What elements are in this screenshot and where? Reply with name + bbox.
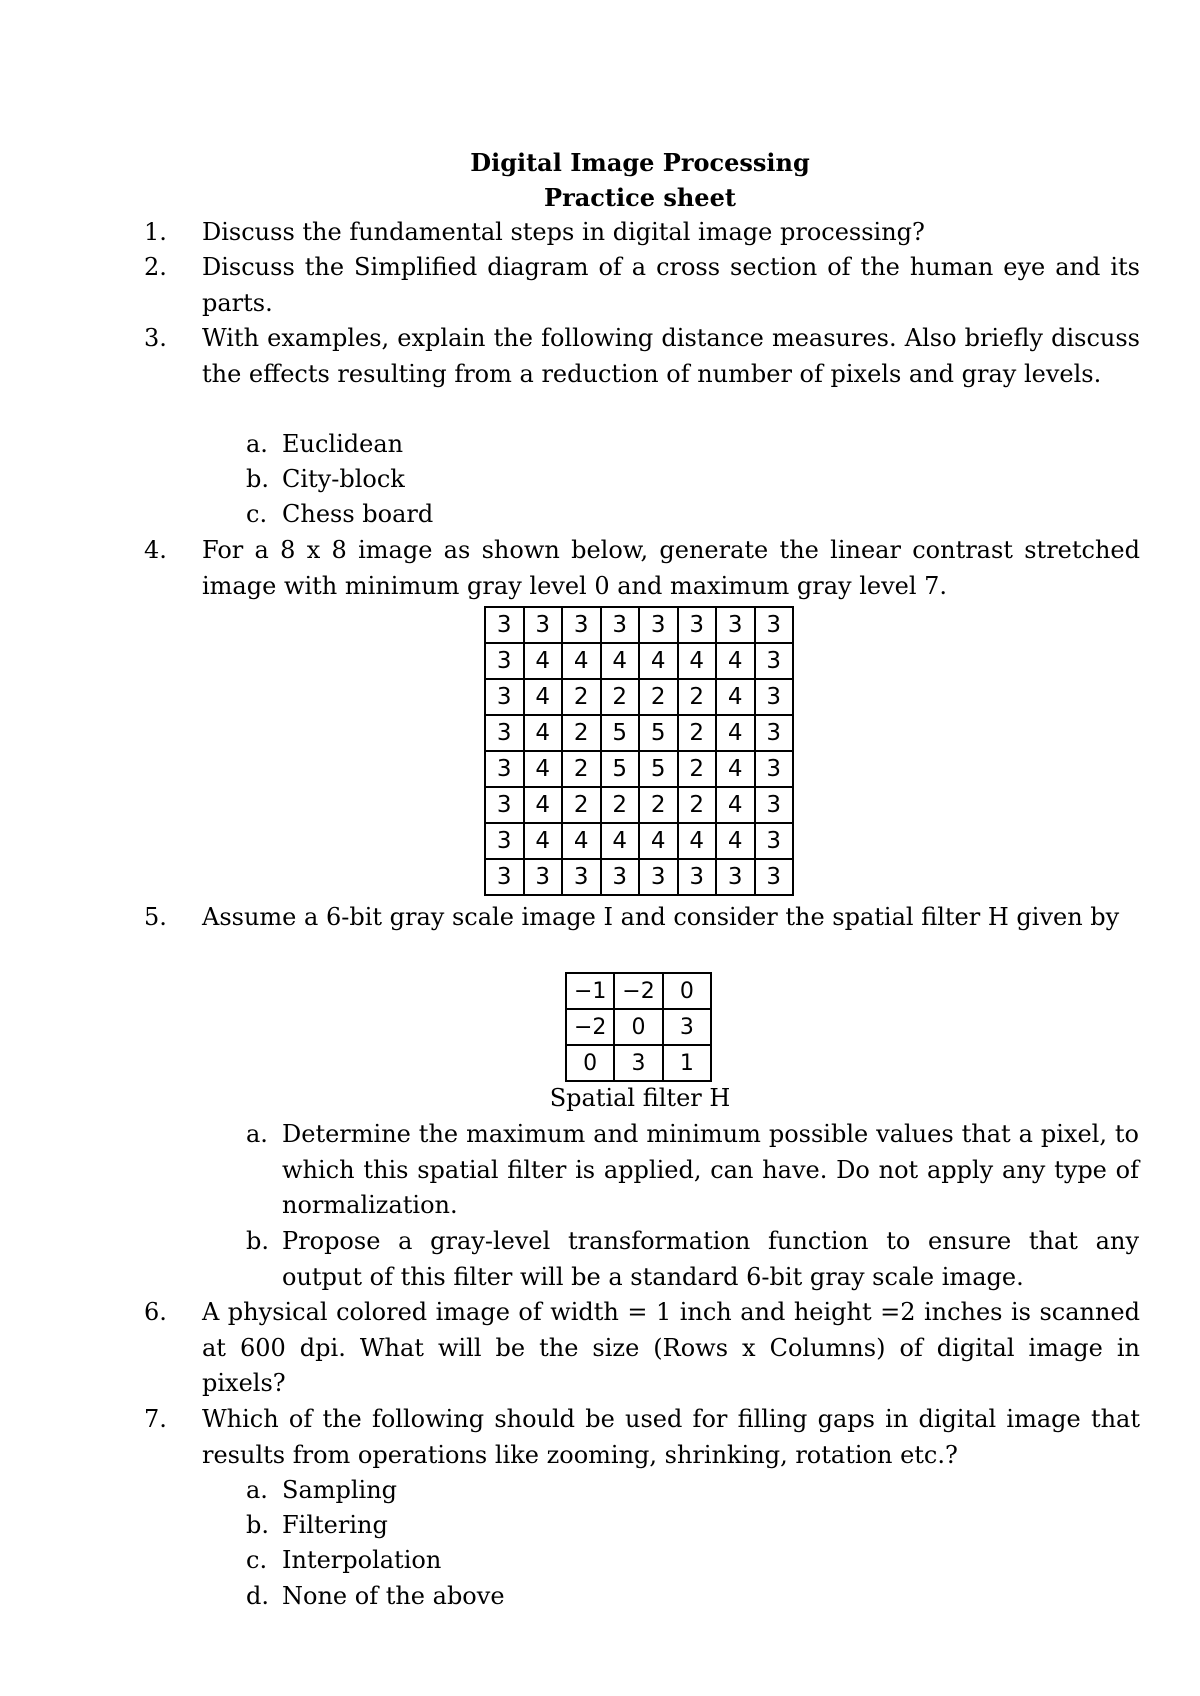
- matrix-cell: 3: [755, 715, 794, 751]
- option-label: a.: [246, 1120, 268, 1148]
- matrix-cell: 4: [716, 679, 755, 715]
- matrix-cell: 3: [562, 859, 601, 895]
- matrix-cell: 3: [485, 607, 524, 643]
- matrix-cell: 2: [562, 751, 601, 787]
- question-4: [144, 533, 1140, 604]
- filter-cell: 0: [663, 973, 711, 1009]
- matrix-cell: 3: [601, 859, 640, 895]
- matrix-cell: 4: [716, 715, 755, 751]
- question-number: 1.: [144, 218, 167, 246]
- option-label: c.: [246, 500, 268, 528]
- option-text: Euclidean: [282, 430, 404, 458]
- option-label: a.: [246, 430, 268, 458]
- matrix-cell: 3: [601, 607, 640, 643]
- option-3b: [246, 462, 1139, 498]
- matrix-cell: 5: [601, 751, 640, 787]
- matrix-cell: 3: [485, 787, 524, 823]
- question-text: Which of the following should be used for filling gaps in digital image that results from operations like zooming, shrinking, rotation etc.?: [202, 1405, 1140, 1469]
- spatial-filter-h: [565, 972, 712, 1082]
- matrix-cell: 3: [485, 823, 524, 859]
- matrix-row: [485, 643, 793, 679]
- matrix-cell: 4: [716, 751, 755, 787]
- matrix-cell: 3: [485, 643, 524, 679]
- question-text: Discuss the fundamental steps in digital image processing?: [202, 218, 925, 246]
- matrix-cell: 3: [524, 859, 563, 895]
- matrix-cell: 2: [562, 715, 601, 751]
- matrix-row: [485, 679, 793, 715]
- matrix-cell: 2: [678, 751, 717, 787]
- option-text: Determine the maximum and minimum possible values that a pixel, to which this spatial filter is applied, can have. Do not apply any type of normalization.: [282, 1120, 1139, 1219]
- option-label: b.: [246, 465, 269, 493]
- matrix-cell: 3: [678, 859, 717, 895]
- option-text: Filtering: [282, 1511, 388, 1539]
- matrix-cell: 4: [562, 643, 601, 679]
- filter-row: [566, 973, 711, 1009]
- filter-row: [566, 1009, 711, 1045]
- filter-cell: 0: [566, 1045, 614, 1081]
- matrix-cell: 2: [562, 679, 601, 715]
- option-7b: [246, 1508, 1139, 1544]
- matrix-cell: 3: [485, 715, 524, 751]
- question-text: For a 8 x 8 image as shown below, generate the linear contrast stretched image with minimum gray level 0 and maximum gray level 7.: [202, 536, 1140, 600]
- option-label: d.: [246, 1582, 269, 1610]
- matrix-cell: 2: [639, 787, 678, 823]
- option-text: None of the above: [282, 1582, 505, 1610]
- filter-cell: 1: [663, 1045, 711, 1081]
- matrix-cell: 4: [678, 823, 717, 859]
- matrix-row: [485, 715, 793, 751]
- option-text: Sampling: [282, 1476, 398, 1504]
- question-number: 3.: [144, 324, 167, 352]
- matrix-cell: 3: [755, 751, 794, 787]
- question-5: [144, 900, 1140, 936]
- matrix-cell: 2: [601, 787, 640, 823]
- document-title: Digital Image Processing: [470, 148, 810, 177]
- question-2: [144, 250, 1140, 321]
- matrix-row: [485, 607, 793, 643]
- matrix-cell: 5: [639, 715, 678, 751]
- question-number: 2.: [144, 253, 167, 281]
- filter-cell: −1: [566, 973, 614, 1009]
- question-text: Assume a 6-bit gray scale image I and consider the spatial filter H given by: [202, 903, 1120, 931]
- matrix-cell: 4: [524, 751, 563, 787]
- matrix-cell: 4: [601, 823, 640, 859]
- matrix-cell: 3: [524, 607, 563, 643]
- matrix-row: [485, 823, 793, 859]
- option-label: c.: [246, 1546, 268, 1574]
- option-label: b.: [246, 1511, 269, 1539]
- question-1: [144, 215, 1140, 251]
- matrix-cell: 4: [716, 787, 755, 823]
- option-text: Chess board: [282, 500, 434, 528]
- matrix-cell: 2: [562, 787, 601, 823]
- option-text: Interpolation: [282, 1546, 442, 1574]
- option-text: City-block: [282, 465, 405, 493]
- matrix-cell: 4: [524, 715, 563, 751]
- matrix-cell: 4: [524, 787, 563, 823]
- matrix-cell: 4: [562, 823, 601, 859]
- matrix-cell: 3: [755, 643, 794, 679]
- matrix-cell: 4: [639, 823, 678, 859]
- option-label: a.: [246, 1476, 268, 1504]
- matrix-cell: 3: [485, 679, 524, 715]
- image-matrix-8x8: [484, 606, 794, 896]
- matrix-cell: 4: [716, 643, 755, 679]
- filter-cell: −2: [566, 1009, 614, 1045]
- matrix-cell: 3: [755, 823, 794, 859]
- matrix-cell: 2: [601, 679, 640, 715]
- matrix-row: [485, 787, 793, 823]
- question-3: [144, 321, 1140, 392]
- filter-cell: −2: [614, 973, 662, 1009]
- question-text: Discuss the Simplified diagram of a cross section of the human eye and its parts.: [202, 253, 1140, 317]
- option-text: Propose a gray-level transformation function to ensure that any output of this filter will be a standard 6-bit gray scale image.: [282, 1227, 1139, 1291]
- question-6: [144, 1295, 1140, 1402]
- matrix-cell: 3: [485, 859, 524, 895]
- matrix-cell: 3: [755, 607, 794, 643]
- matrix-cell: 2: [678, 679, 717, 715]
- matrix-cell: 4: [678, 643, 717, 679]
- matrix-cell: 3: [562, 607, 601, 643]
- option-7c: [246, 1543, 1139, 1579]
- filter-cell: 3: [614, 1045, 662, 1081]
- option-7a: [246, 1473, 1139, 1509]
- question-text: A physical colored image of width = 1 inch and height =2 inches is scanned at 600 dpi. What will be the size (Rows x Columns) of digital image in pixels?: [202, 1298, 1140, 1397]
- matrix-cell: 3: [639, 607, 678, 643]
- matrix-cell: 3: [755, 787, 794, 823]
- matrix-cell: 3: [678, 607, 717, 643]
- matrix-cell: 3: [639, 859, 678, 895]
- matrix-cell: 3: [716, 607, 755, 643]
- matrix-cell: 4: [524, 643, 563, 679]
- option-5a: [246, 1117, 1139, 1224]
- matrix-cell: 4: [601, 643, 640, 679]
- filter-cell: 3: [663, 1009, 711, 1045]
- matrix-row: [485, 751, 793, 787]
- option-3a: [246, 427, 1139, 463]
- option-label: b.: [246, 1227, 269, 1255]
- matrix-cell: 2: [639, 679, 678, 715]
- question-number: 4.: [144, 536, 167, 564]
- question-number: 6.: [144, 1298, 167, 1326]
- filter-cell: 0: [614, 1009, 662, 1045]
- matrix-cell: 5: [639, 751, 678, 787]
- question-number: 5.: [144, 903, 167, 931]
- question-7: [144, 1402, 1140, 1473]
- document-subtitle: Practice sheet: [544, 183, 736, 212]
- matrix-cell: 5: [601, 715, 640, 751]
- matrix-cell: 3: [755, 679, 794, 715]
- matrix-cell: 4: [524, 679, 563, 715]
- matrix-cell: 2: [678, 787, 717, 823]
- matrix-cell: 3: [755, 859, 794, 895]
- matrix-cell: 4: [639, 643, 678, 679]
- option-7d: [246, 1579, 1139, 1615]
- option-3c: [246, 497, 1139, 533]
- matrix-cell: 3: [485, 751, 524, 787]
- matrix-cell: 3: [716, 859, 755, 895]
- matrix-cell: 2: [678, 715, 717, 751]
- option-5b: [246, 1224, 1139, 1295]
- matrix-row: [485, 859, 793, 895]
- filter-row: [566, 1045, 711, 1081]
- matrix-cell: 4: [716, 823, 755, 859]
- question-number: 7.: [144, 1405, 167, 1433]
- question-text: With examples, explain the following distance measures. Also briefly discuss the effects resulting from a reduction of number of pixels and gray levels.: [202, 324, 1140, 388]
- filter-caption: Spatial filter H: [549, 1084, 731, 1112]
- matrix-cell: 4: [524, 823, 563, 859]
